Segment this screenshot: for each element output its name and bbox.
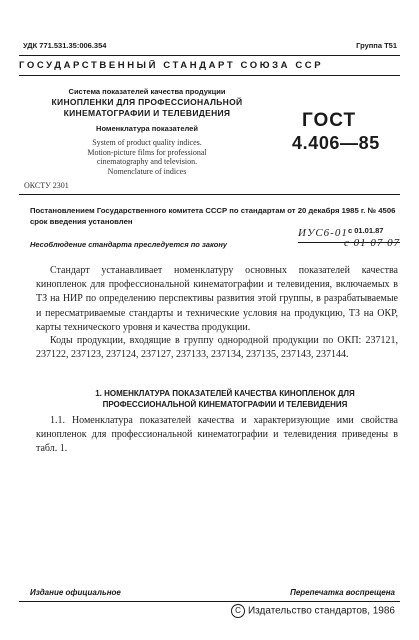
validity-note: Несоблюдение стандарта преследуется по закону — [30, 240, 228, 249]
reprint-prohibited-label: Перепечатка воспрещена — [290, 588, 395, 597]
section-heading: 1. НОМЕНКЛАТУРА ПОКАЗАТЕЛЕЙ КАЧЕСТВА КИНОПЛЕНОК ДЛЯ ПРОФЕССИОНАЛЬНОЙ КИНЕМАТОГРАФИИ И ТЕЛЕВИДЕНИЯ — [95, 389, 355, 409]
official-edition-label: Издание официальное — [30, 588, 121, 597]
copyright-icon: C — [231, 604, 245, 618]
title-divider — [19, 194, 400, 195]
handwritten-mark: ИУС6-01 — [298, 227, 348, 239]
effective-date: с 01.01.87 — [348, 226, 384, 235]
okstu-code: ОКСТУ 2301 — [24, 181, 69, 190]
heading-divider — [19, 75, 400, 76]
english-title-line-1: System of product quality indices. — [92, 138, 202, 147]
footer-divider — [19, 601, 400, 602]
paragraph-codes: Коды продукции, входящие в группу однородной продукции по ОКП: 237121, 237122, 237123, 237124, 237127, 237133, 237134, 237135, 237143, 237144. — [36, 335, 398, 361]
english-title-line-3: cinematography and television. — [96, 157, 198, 166]
english-title-line-2: Motion-picture films for professional — [87, 147, 207, 157]
state-standard-heading: ГОСУДАРСТВЕННЫЙ СТАНДАРТ СОЮЗА ССР — [19, 60, 324, 71]
title-line-1: КИНОПЛЕНКИ ДЛЯ ПРОФЕССИОНАЛЬНОЙ — [51, 97, 243, 107]
gost-label: ГОСТ — [302, 110, 357, 131]
top-divider — [19, 55, 400, 56]
english-title-line-4: Nomenclature of indices — [107, 166, 187, 176]
decree-text: Постановлением Государственного комитета СССР по стандартам от 20 декабря 1985 г. № 4506 срок введения установлен — [30, 206, 396, 226]
system-label: Система показателей качества продукции — [68, 87, 226, 96]
gost-number: 4.406—85 — [292, 133, 380, 153]
nomenclature-label: Номенклатура показателей — [96, 124, 198, 133]
udk-code: УДК 771.531.35:006.354 — [23, 41, 107, 50]
paragraph-1-1: 1.1. Номенклатура показателей качества и характеризующие ими свойства кинопленок для профессиональной кинематографии и телевидения приведены в табл. 1. — [36, 415, 398, 455]
title-line-2: КИНЕМАТОГРАФИИ И ТЕЛЕВИДЕНИЯ — [63, 108, 231, 118]
document-title — [38, 97, 256, 119]
publisher-text: Издательство стандартов, 1986 — [247, 605, 395, 617]
handwritten-date: с 01 07 07 — [344, 237, 401, 249]
copyright-line — [231, 604, 395, 618]
english-title — [38, 138, 256, 176]
group-code: Группа Т51 — [356, 41, 397, 50]
paragraph-scope: Стандарт устанавливает номенклатуру основных показателей качества кинопленок для профессиональной кинематографии и телевидения, включаемых в ТЗ на НИР по определению перспективы развития этой группы, в разрабатываемые и пересматриваемые стандарты и технические условия на продукцию, ТЗ на ОКР, карты технического уровня и качества продукции. — [36, 265, 398, 333]
